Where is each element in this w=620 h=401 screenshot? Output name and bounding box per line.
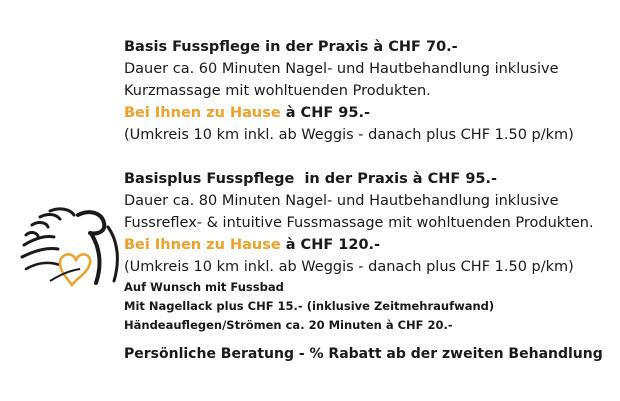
- basisplus-home-price: [124, 234, 614, 256]
- basis-title: Basis Fusspflege in der Praxis à CHF 70.-: [124, 39, 458, 55]
- basisplus-desc-2: Fussreflex- & intuitive Fussmassage mit wohltuenden Produkten.: [124, 215, 594, 231]
- foot-heart-logo-icon: [20, 205, 124, 287]
- basisplus-home-amount: à CHF 120.-: [280, 237, 381, 253]
- basis-home-amount: à CHF 95.-: [280, 105, 370, 121]
- extra-footbath: Auf Wunsch mit Fussbad: [124, 280, 284, 294]
- footer-discount: Persönliche Beratung - % Rabatt ab der zweiten Behandlung: [124, 346, 603, 362]
- basis-radius: (Umkreis 10 km inkl. ab Weggis - danach plus CHF 1.50 p/km): [124, 127, 574, 143]
- basis-home-label: Bei Ihnen zu Hause: [124, 105, 281, 121]
- basis-desc-1: Dauer ca. 60 Minuten Nagel- und Hautbehandlung inklusive: [124, 61, 559, 77]
- price-list: [124, 36, 614, 365]
- basisplus-radius: (Umkreis 10 km inkl. ab Weggis - danach plus CHF 1.50 p/km): [124, 259, 574, 275]
- basisplus-desc-1: Dauer ca. 80 Minuten Nagel- und Hautbehandlung inklusive: [124, 193, 559, 209]
- basisplus-title: Basisplus Fusspflege in der Praxis à CHF 95.-: [124, 171, 498, 187]
- basis-home-price: [124, 102, 614, 124]
- extra-hands-on: Händeauflegen/Strömen ca. 20 Minuten à CHF 20.-: [124, 318, 453, 332]
- basis-desc-2: Kurzmassage mit wohltuenden Produkten.: [124, 83, 431, 99]
- basisplus-home-label: Bei Ihnen zu Hause: [124, 237, 281, 253]
- extra-nail-polish: Mit Nagellack plus CHF 15.- (inklusive Zeitmehraufwand): [124, 299, 495, 313]
